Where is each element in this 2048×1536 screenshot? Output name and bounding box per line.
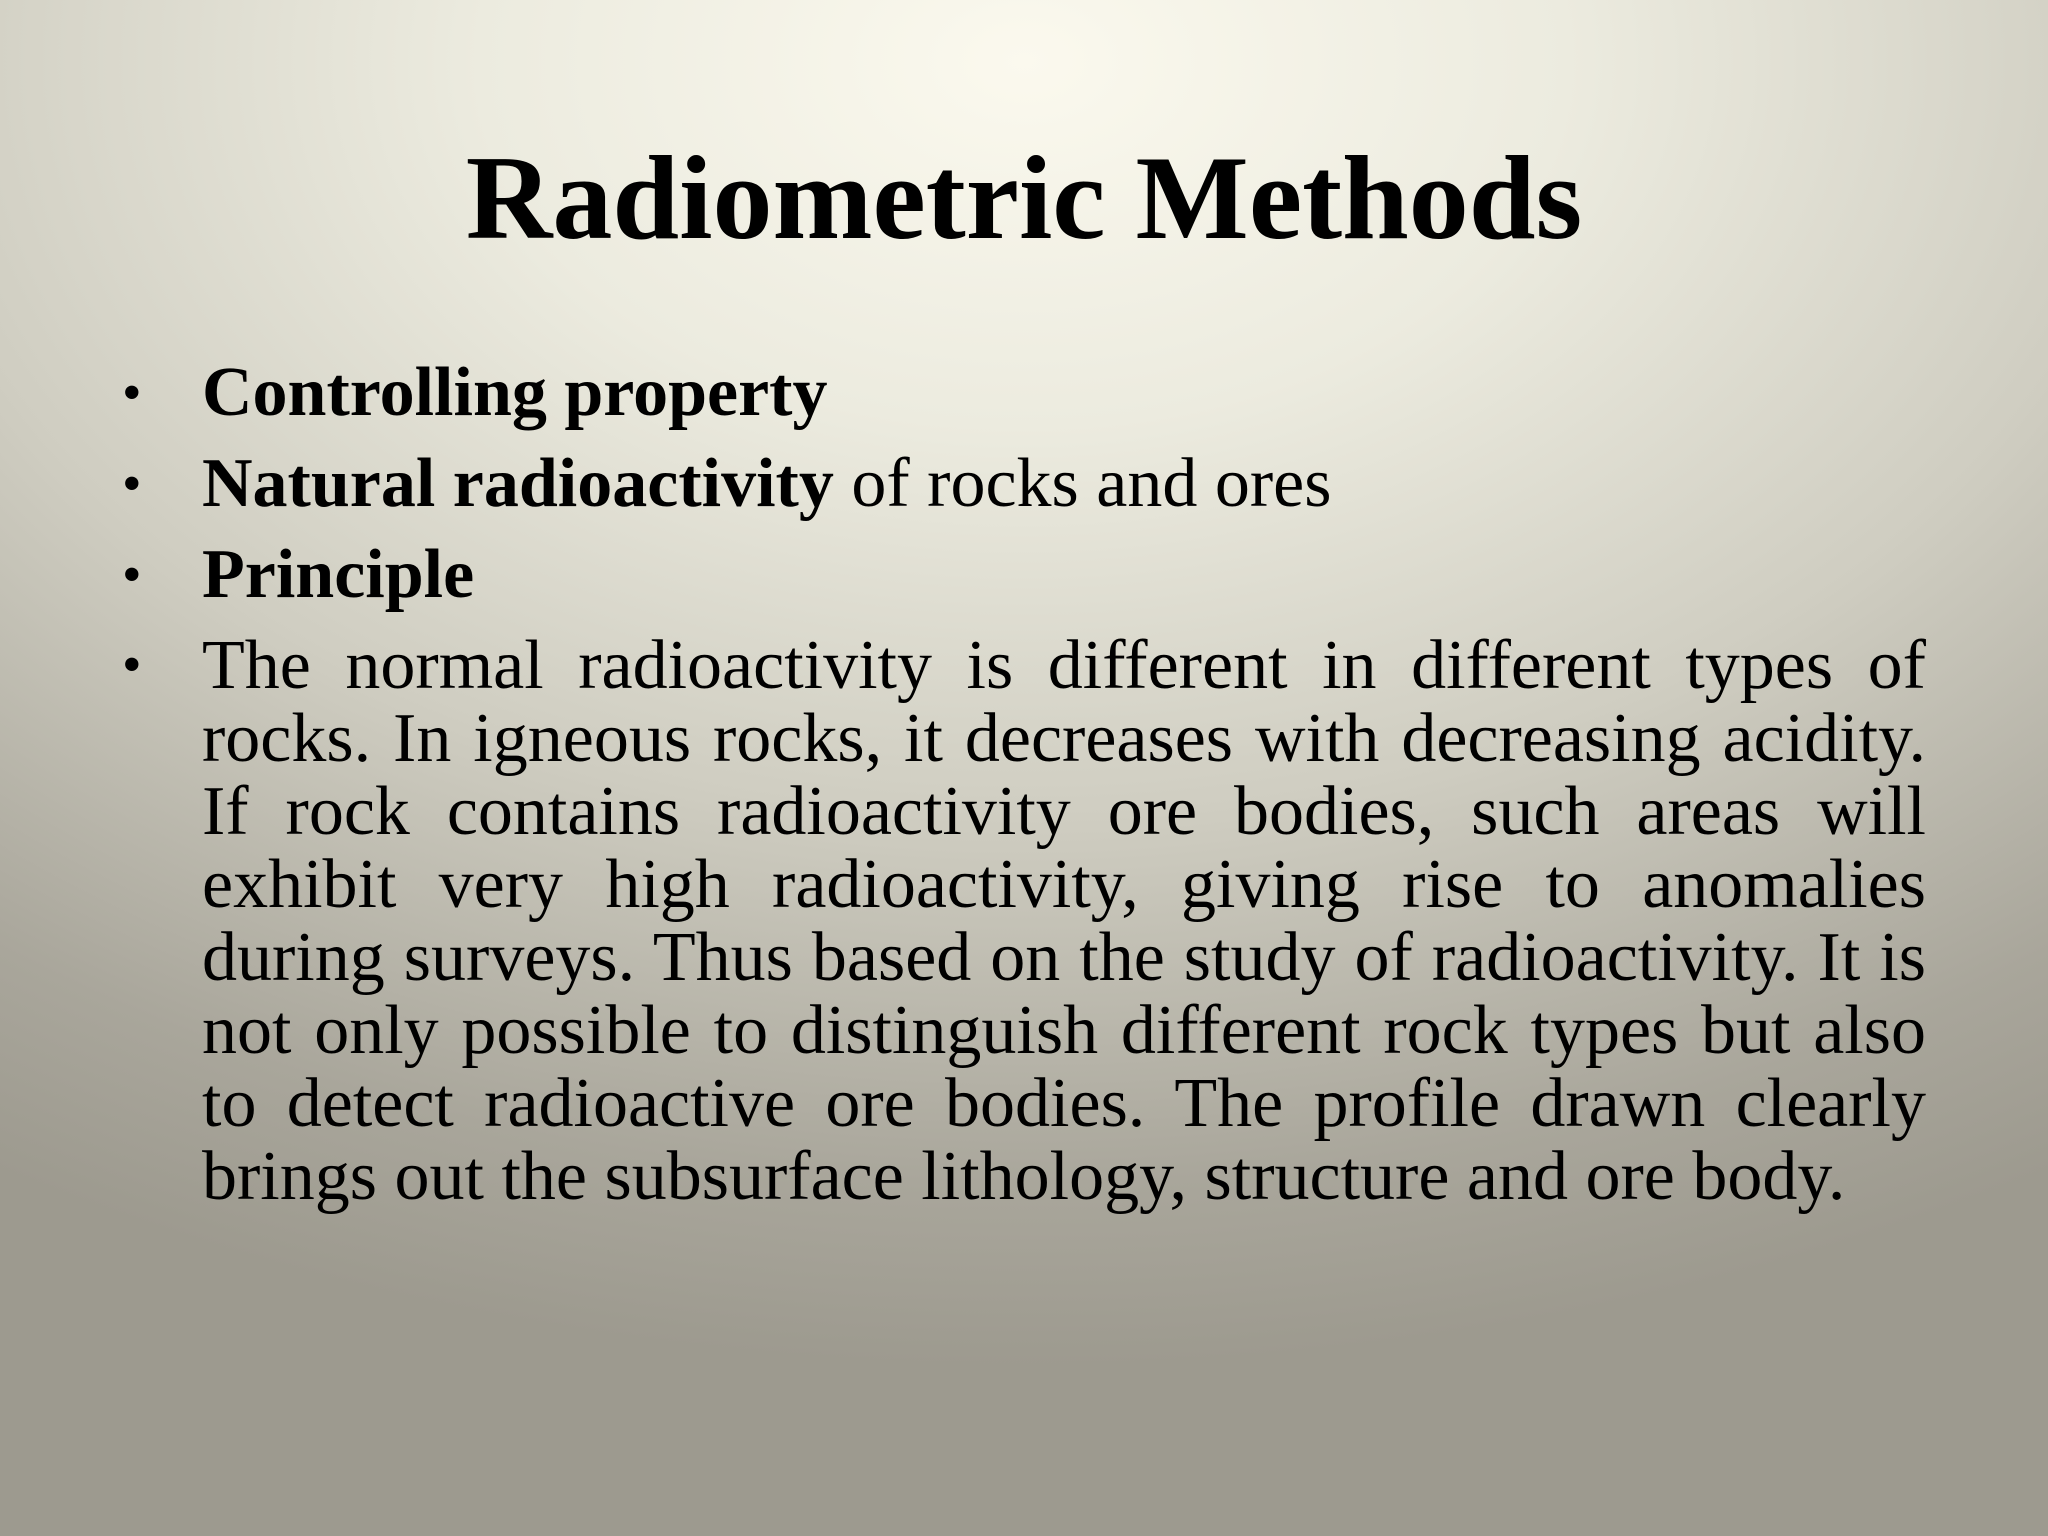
bullet-bold-text: Controlling property — [202, 354, 828, 431]
slide-title: Radiometric Methods — [465, 131, 1583, 264]
bullet-paragraph-text: The normal radioactivity is different in different types of rocks. In igneous rocks, it decreases with decreasing acidity. If rock contains radioactivity ore bodies, such areas will exhibit very high radioactivity, giving rise to anomalies during surveys. Thus based on the study of radioactivity. It is not only possible to distinguish different rock types but also to detect radioactive ore bodies. The profile drawn clearly brings out the subsurface lithology, structure and ore body. — [202, 627, 1926, 1215]
bullet-bold-text: Natural radioactivity — [202, 445, 834, 522]
bullet-dot: • — [122, 362, 142, 424]
bullet-text: of rocks and ores — [833, 445, 1332, 522]
bullet-dot: • — [122, 634, 142, 696]
bullet-dot: • — [122, 544, 142, 606]
bullet-principle — [118, 538, 1926, 612]
bullet-list — [118, 356, 1926, 1230]
bullet-controlling-property — [118, 356, 1926, 430]
bullet-natural-radioactivity — [118, 447, 1926, 521]
bullet-dot: • — [122, 453, 142, 515]
bullet-principle-description — [118, 629, 1926, 1213]
bullet-bold-text: Principle — [202, 536, 475, 613]
